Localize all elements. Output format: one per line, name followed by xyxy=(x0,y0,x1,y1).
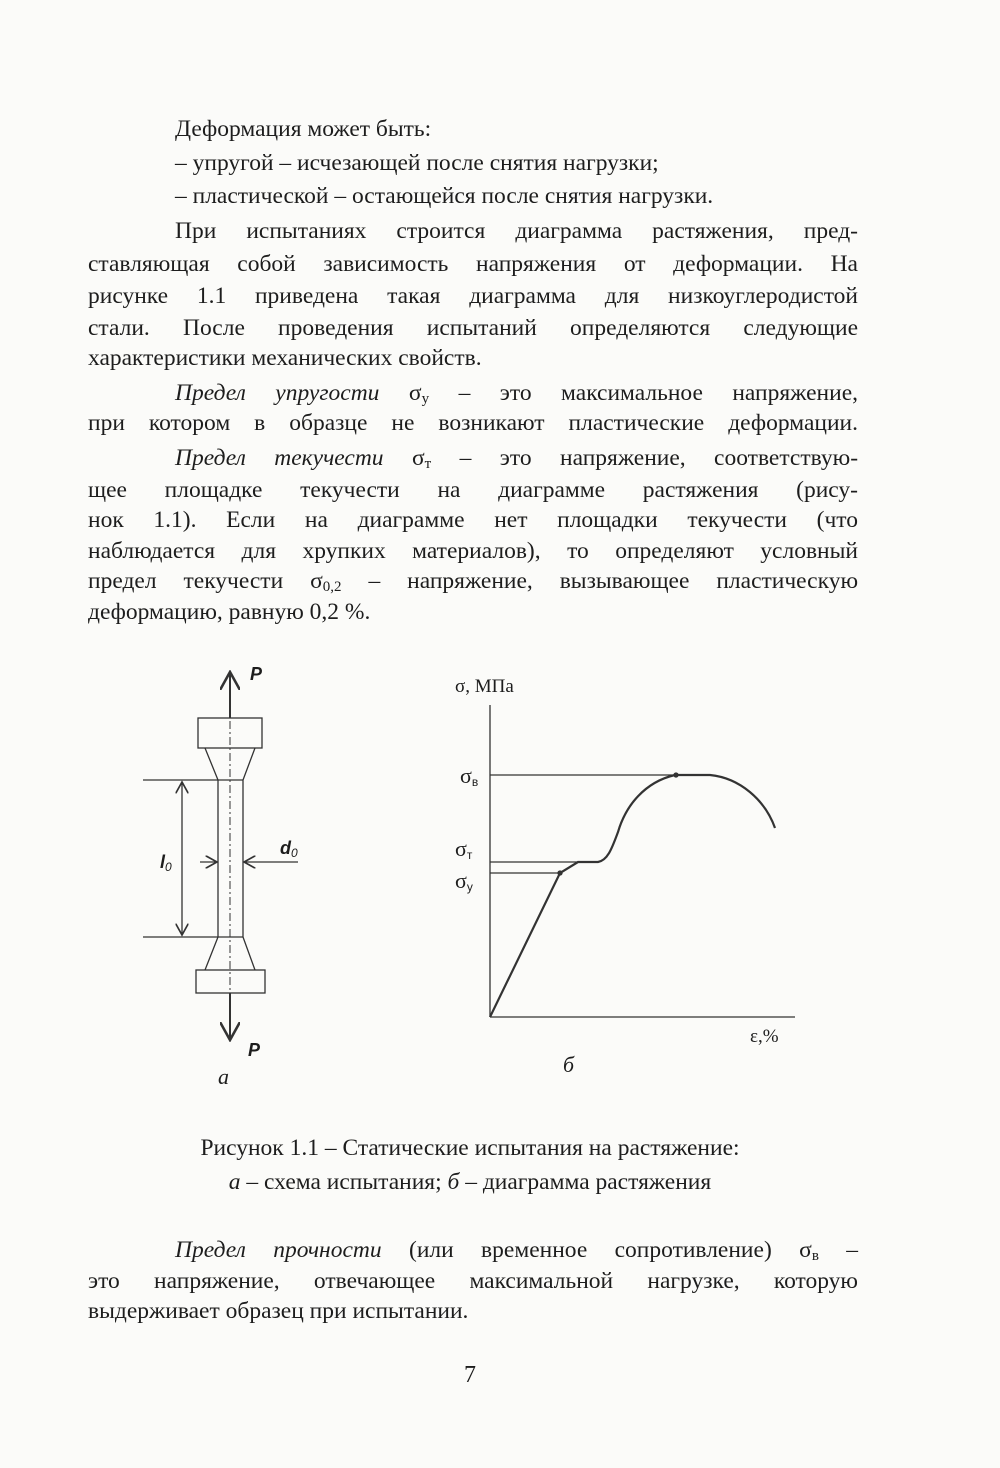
figure-caption-legend: а – схема испытания; б – диаграмма растяжения xyxy=(228,1169,712,1195)
paragraph-line: при котором в образце не возникают пластические деформации. xyxy=(88,410,858,436)
text: – это напряжение, соответствую- xyxy=(431,445,859,471)
figure-caption: Рисунок 1.1 – Статические испытания на растяжение: xyxy=(200,1135,740,1161)
paragraph-line: рисунке 1.1 приведена такая диаграмма для низкоуглеродистой xyxy=(88,283,858,309)
paragraph-line: наблюдается для хрупких материалов), то определяют условный xyxy=(88,538,858,564)
panel-label-a: а xyxy=(218,1064,229,1089)
length-label: $l_0$ xyxy=(160,852,172,874)
text: – напряжение, вызывающее пластическую xyxy=(341,568,858,594)
text: (или временное сопротивление) σ xyxy=(381,1237,812,1263)
subscript: т xyxy=(424,456,432,472)
force-label-bottom: P xyxy=(248,1040,261,1060)
y-axis-label: σ, МПа xyxy=(455,676,514,697)
text: – это максимальное напряжение, xyxy=(429,380,858,406)
diameter-label: $d_0$ xyxy=(280,838,298,860)
term: Предел прочности xyxy=(175,1237,382,1263)
text: предел текучести σ xyxy=(88,568,323,594)
paragraph-line: щее площадке текучести на диаграмме растяжения (рису- xyxy=(88,477,858,503)
paragraph-line: это напряжение, отвечающее максимальной нагрузке, которую xyxy=(88,1268,858,1294)
stress-strain-chart xyxy=(490,705,795,1017)
paragraph-line: характеристики механических свойств. xyxy=(88,345,482,371)
paragraph-line: ставляющая собой зависимость напряжения от деформации. На xyxy=(88,251,858,277)
subscript: в xyxy=(811,1248,819,1264)
x-axis-label: ε,% xyxy=(750,1026,779,1047)
paragraph-line: При испытаниях строится диаграмма растяжения, пред- xyxy=(175,218,858,244)
page-number: 7 xyxy=(464,1362,476,1388)
sigma-y-label: $\sigma_у$ xyxy=(455,868,473,894)
term: Предел текучести xyxy=(175,445,384,471)
paragraph-line: нок 1.1). Если на диаграмме нет площадки текучести (что xyxy=(88,507,858,533)
text: – xyxy=(818,1237,859,1263)
paragraph-line: выдерживает образец при испытании. xyxy=(88,1298,469,1324)
sigma-t-label: $\sigma_т$ xyxy=(455,836,473,862)
stress-strain-curve xyxy=(490,775,775,1017)
paragraph-line: деформацию, равную 0,2 %. xyxy=(88,599,371,625)
panel-label-b: б xyxy=(563,1052,575,1077)
subscript: у xyxy=(421,391,430,407)
paragraph-line: – упругой – исчезающей после снятия нагрузки; xyxy=(175,150,659,176)
paragraph-line: Деформация может быть: xyxy=(175,116,432,142)
ultimate-point xyxy=(674,773,678,777)
paragraph-line: – пластической – остающейся после снятия нагрузки. xyxy=(175,183,714,209)
paragraph-line: стали. После проведения испытаний определяются следующие xyxy=(88,315,858,341)
subscript: 0,2 xyxy=(322,579,342,595)
symbol: σ xyxy=(408,380,422,406)
yield-point xyxy=(558,871,562,875)
sigma-v-label: $\sigma_в$ xyxy=(460,763,479,789)
symbol: σ xyxy=(411,445,425,471)
force-label-top: P xyxy=(250,664,263,684)
term: Предел упругости xyxy=(175,380,380,406)
